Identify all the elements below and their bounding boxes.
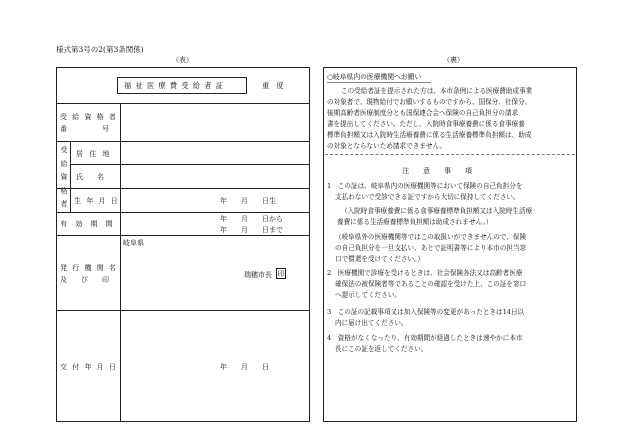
birthdate-label: 生 年 月 日 [74, 197, 120, 205]
note-4 [327, 333, 575, 355]
issuer-prefecture: 岐阜県 [123, 239, 144, 247]
name-label: 氏 名 [76, 173, 104, 181]
notice-title-underline [327, 82, 431, 83]
group-char: 資 [60, 173, 68, 181]
seal-stamp: 印 [277, 270, 285, 278]
issuer-label-2: 及 び 印 [60, 276, 109, 284]
note-line: 1 この証は、岐阜県内の医療機関等において保険の自己負担分を [327, 182, 523, 190]
notice-line: この受給者証を提示された方は、本市条例による医療費助成事業 [341, 87, 533, 95]
validity-from: 年 月 日から [220, 215, 283, 223]
column-divider [120, 103, 121, 422]
validity-to: 年 月 日まで [220, 226, 283, 234]
birthdate-value: 年 月 日生 [220, 197, 276, 205]
card-title: 福 祉 医 療 費 受 給 者 証 [124, 81, 224, 90]
notice-line: 標準負担額又は入院時生活療養費に係る生活療養標準負担額は、助成 [327, 131, 532, 139]
issue-date-label: 交 付 年 月 日 [60, 363, 118, 371]
row-rule [56, 141, 310, 142]
note-1a [337, 206, 575, 228]
note-1 [327, 181, 575, 203]
note-line: 支払わないで受診できる証ですから大切に保持してください。 [335, 193, 520, 201]
recipient-no-label: 受 給 資 格 者 [60, 113, 118, 121]
note-line: 2 医療機関で診療を受けるときは、社会保険各法又は高齢者医療 [327, 269, 523, 277]
row-rule [56, 235, 310, 236]
note-line: 4 資格がなくなったり、有効期間が経過したときは速やかに本市 [327, 334, 523, 342]
issuer-label: 発 行 機 関 名 [60, 264, 118, 272]
recipient-no-label-2: 番 号 [60, 125, 109, 133]
group-char: 格 [60, 186, 68, 195]
front-side-label: （表） [172, 56, 193, 64]
notes-title: 注 意 事 項 [402, 167, 472, 175]
eligible-group-label [59, 144, 69, 212]
notice-line: の対象者で、現物給付でお願いするものですから、国保分、社保分、 [327, 98, 532, 106]
card-category: 重 度 [262, 81, 284, 90]
note-line: 長にこの証を返してください。 [335, 345, 428, 353]
note-1b [335, 232, 575, 265]
note-line: へ提示してください。 [335, 291, 401, 299]
notice-title: ○岐阜県内の医療機関へお願い [327, 73, 422, 81]
address-label: 居 住 地 [76, 150, 112, 158]
note-line: 養費に係る生活療養標準負担額は助成されません。） [337, 218, 493, 226]
issue-date-value: 年 月 日 [220, 363, 269, 371]
note-line: 確保法の被保険者等であることの確認を受けた上、この証を窓口 [335, 280, 527, 288]
group-char: 者 [60, 200, 68, 208]
issuer-mayor: 瑞穂市長 [244, 271, 272, 279]
note-line: （岐阜県外の医療機関等ではこの取扱いができませんので、保険 [335, 233, 527, 241]
note-3 [327, 307, 575, 329]
note-line: （入院時食事療養費に係る食事療養標準負担額又は入院時生活療 [341, 207, 533, 215]
group-char: 受 [60, 146, 68, 154]
row-rule [70, 164, 310, 165]
row-rule [56, 310, 310, 311]
back-side-label: （裏） [443, 56, 464, 64]
note-line: の自己負担分を一旦支払い、あとで証明書等により本市の担当窓 [335, 244, 527, 252]
row-rule [56, 103, 310, 104]
note-line: 口で償還を受けてください。） [335, 255, 425, 263]
form-code: 様式第3号の2(第3条関係) [56, 45, 144, 54]
note-line: 内に届け出てください。 [335, 319, 408, 327]
row-rule [56, 212, 310, 213]
group-divider [70, 141, 71, 212]
notice-line: 後期高齢者医療制度分とも国保連合会へ保険の自己負担分の請求 [327, 109, 519, 117]
row-rule [56, 188, 310, 189]
validity-label: 有 効 期 間 [60, 220, 116, 228]
notice-line: 書を提出してください。ただし、入院時食事療養費に係る食事療養 [327, 120, 525, 128]
note-line: 3 この証の記載事項又は加入保険等の変更があったときは14日以 [327, 308, 525, 316]
section-divider [325, 154, 575, 155]
group-char: 給 [60, 159, 68, 168]
notice-body [327, 86, 575, 152]
notice-line: の対象とならないため請求できません。 [327, 142, 447, 150]
note-2 [327, 268, 575, 301]
